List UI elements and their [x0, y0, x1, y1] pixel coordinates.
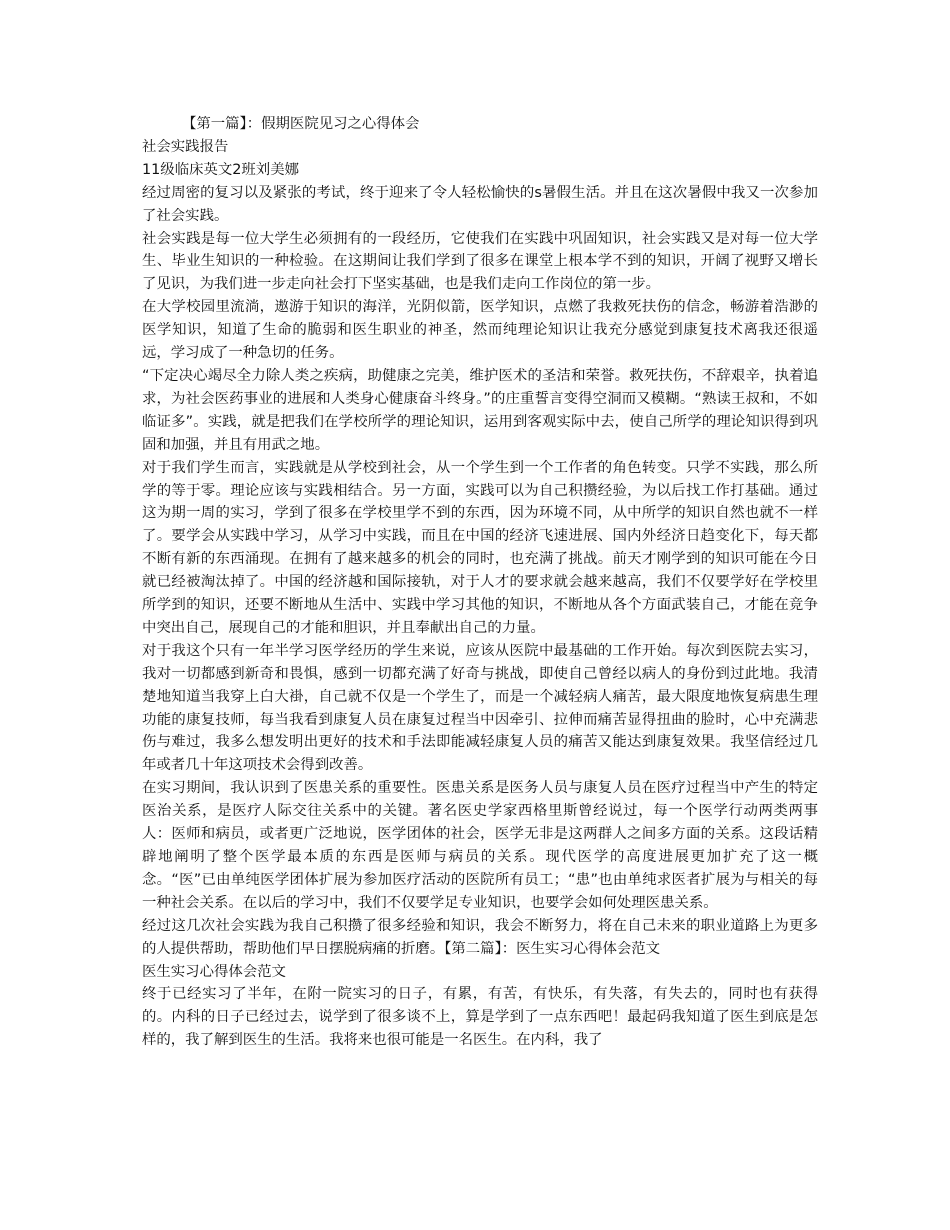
body-paragraph: 经过这几次社会实践为我自己积攒了很多经验和知识，我会不断努力，将在自己未来的职业道路上为更多的人提供帮助，帮助他们早日摆脱病痛的折磨。【第二篇】：医生实习心得体会范文 [142, 917, 818, 957]
author-line: 11级临床英文2班刘美娜 [142, 161, 299, 178]
body-paragraph: “下定决心竭尽全力除人类之疾病，助健康之完美，维护医术的圣洁和荣誉。救死扶伤，不辞艰辛，执着追求，为社会医药事业的进展和人类身心健康奋斗终身。”的庄重誓言变得空洞而又模糊。“熟读王叔和，不如临证多”。实践，就是把我们在学校所学的理论知识，运用到客观实际中去，使自己所学的理论知识得到巩固和加强，并且有用武之地。 [142, 367, 818, 453]
chapter-heading: 【第一篇】：假期医院见习之心得体会 [182, 116, 420, 132]
body-paragraph: 在实习期间，我认识到了医患关系的重要性。医患关系是医务人员与康复人员在医疗过程当中产生的特定医治关系，是医疗人际交往关系中的关键。著名医史学家西格里斯曾经说过，每一个医学行动两类两事人：医师和病员，或者更广泛地说，医学团体的社会，医学无非是这两群人之间多方面的关系。这段话精辟地阐明了整个医学最本质的东西是医师与病员的关系。现代医学的高度进展更加扩充了这一概念。“医”已由单纯医学团体扩展为参加医疗活动的医院所有员工；“患”也由单纯求医者扩展为与相关的每一种社会关系。在以后的学习中，我们不仅要学足专业知识，也要学会如何处理医患关系。 [142, 780, 818, 911]
body-paragraph: 对于我们学生而言，实践就是从学校到社会，从一个学生到一个工作者的角色转变。只学不实践，那么所学的等于零。理论应该与实践相结合。另一方面，实践可以为自己积攒经验，为以后找工作打基础。通过这为期一周的实习，学到了很多在学校里学不到的东西，因为环境不同，从中所学的知识自然也就不一样了。要学会从实践中学习，从学习中实践，而且在中国的经济飞速进展、国内外经济日趋变化下，每天都不断有新的东西涌现。在拥有了越来越多的机会的同时，也充满了挑战。前天才刚学到的知识可能在今日就已经被淘汰掉了。中国的经济越和国际接轨，对于人才的要求就会越来越高，我们不仅要学好在学校里所学到的知识，还要不断地从生活中、实践中学习其他的知识，不断地从各个方面武装自己，才能在竞争中突出自己，展现自己的才能和胆识，并且奉献出自己的力量。 [142, 459, 818, 636]
body-paragraph: 终于已经实习了半年，在附一院实习的日子，有累，有苦，有快乐，有失落，有失去的，同时也有获得的。内科的日子已经过去，说学到了很多谈不上，算是学到了一点东西吧！最起码我知道了医生到底是怎样的，我了解到医生的生活。我将来也很可能是一名医生。在内科，我了 [142, 986, 818, 1049]
body-paragraph: 社会实践是每一位大学生必须拥有的一段经历，它使我们在实践中巩固知识，社会实践又是对每一位大学生、毕业生知识的一种检验。在这期间让我们学到了很多在课堂上根本学不到的知识，开阔了视野又增长了见识，为我们进一步走向社会打下坚实基础，也是我们走向工作岗位的第一步。 [142, 230, 818, 293]
body-paragraph: 经过周密的复习以及紧张的考试，终于迎来了令人轻松愉快的s暑假生活。并且在这次暑假中我又一次参加了社会实践。 [142, 184, 818, 224]
document-page [142, 113, 818, 1052]
section-title: 医生实习心得体会范文 [142, 963, 286, 980]
body-paragraph: 对于我这个只有一年半学习医学经历的学生来说，应该从医院中最基础的工作开始。每次到医院去实习，我对一切都感到新奇和畏惧，感到一切都充满了好奇与挑战，即使自己曾经以病人的身份到过此地。我清楚地知道当我穿上白大褂，自己就不仅是一个学生了，而是一个减轻病人痛苦，最大限度地恢复病患生理功能的康复技师，每当我看到康复人员在康复过程当中因牵引、拉伸而痛苦显得扭曲的脸时，心中充满悲伤与难过，我多么想发明出更好的技术和手法即能减轻康复人员的痛苦又能达到康复效果。我坚信经过几年或者几十年这项技术会得到改善。 [142, 642, 818, 774]
body-paragraph: 在大学校园里流淌，遨游于知识的海洋，光阴似箭，医学知识，点燃了我救死扶伤的信念，畅游着浩渺的医学知识，知道了生命的脆弱和医生职业的神圣，然而纯理论知识让我充分感觉到康复技术离我还很遥远，学习成了一种急切的任务。 [142, 299, 818, 362]
report-title: 社会实践报告 [142, 138, 229, 155]
